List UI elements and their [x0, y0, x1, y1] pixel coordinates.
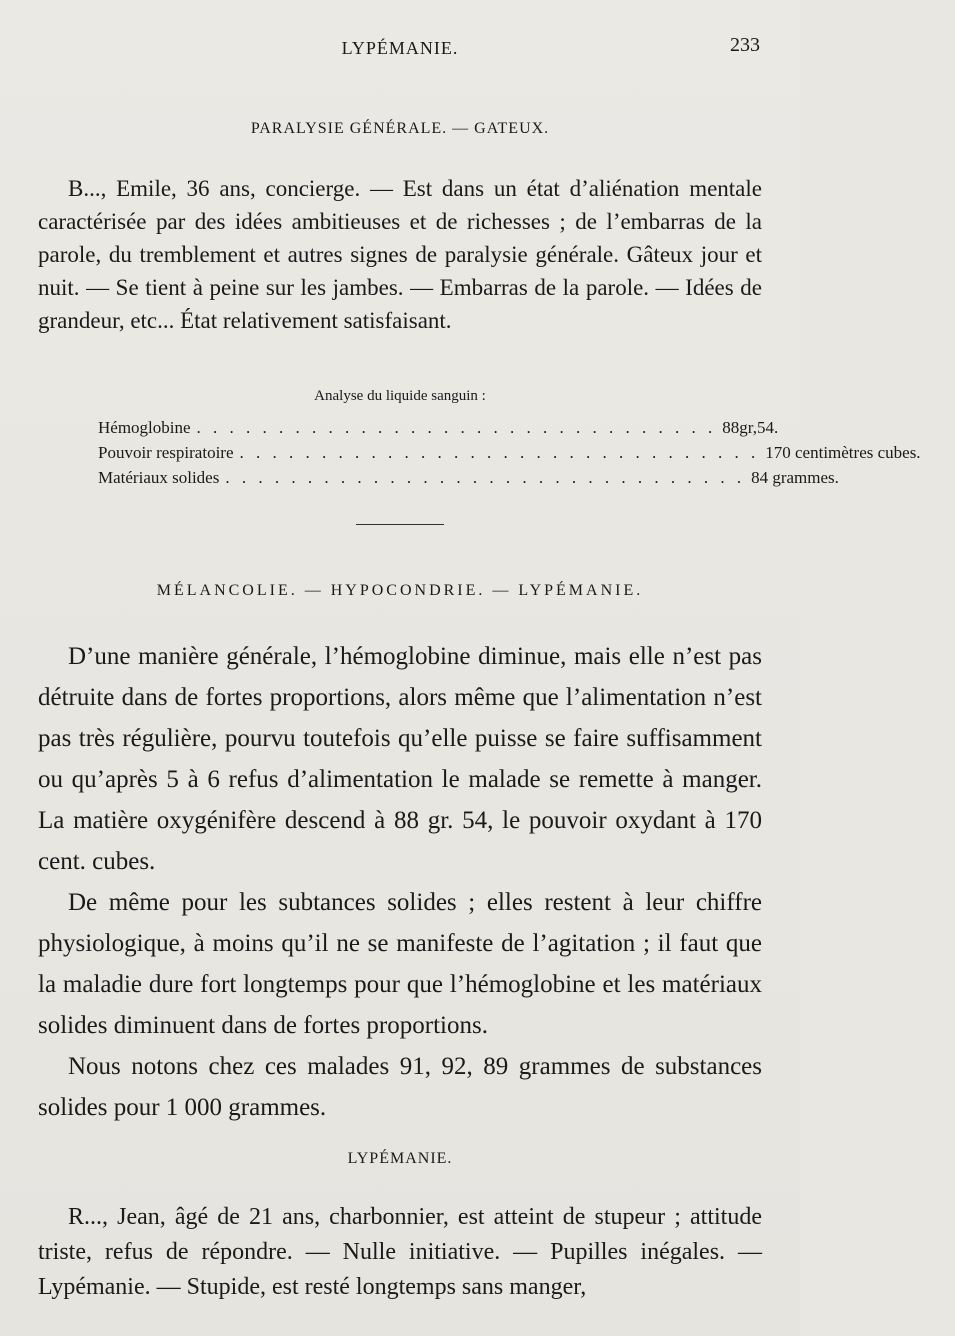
page-number: 233 [730, 34, 760, 56]
analysis-value: 170 centimètres cubes. [765, 443, 921, 462]
analysis-row-materiaux [98, 468, 839, 494]
analysis-value: 88gr,54. [722, 418, 779, 437]
case-paragraph-r: R..., Jean, âgé de 21 ans, charbonnier, est atteint de stupeur ; attitude triste, refus de répondre. — Nulle initiative. — Pupilles inégales. — Lypémanie. — Stupide, est resté longtemps sans manger, [38, 1204, 762, 1300]
section-title-paralysie: PARALYSIE GÉNÉRALE. — GATEUX. [250, 120, 550, 137]
section-title-melancolie: MÉLANCOLIE. — HYPOCONDRIE. — LYPÉMANIE. [156, 582, 644, 599]
paragraph-substances: De même pour les subtances solides ; elles restent à leur chiffre physiologique, à moins qu’il ne se manifeste de l’agitation ; il faut que la maladie dure fort longtemps pour que l’hémoglobine et les matériaux solides diminuent dans de fortes proportions. [38, 889, 762, 1039]
leader-dots: . . . . . . . . . . . . . . . . . . . . . . . . . . . . . . . . [196, 418, 717, 437]
running-title: LYPÉMANIE. [341, 38, 459, 58]
paragraph-notons: Nous notons chez ces malades 91, 92, 89 grammes de substances solides pour 1 000 grammes. [38, 1053, 762, 1121]
leader-dots: . . . . . . . . . . . . . . . . . . . . . . . . . . . . . . . . [225, 468, 746, 487]
analysis-label: Pouvoir respiratoire [98, 443, 234, 462]
analysis-value: 84 grammes. [751, 468, 839, 487]
section-divider [356, 524, 444, 525]
section-title-lypemanie: LYPÉMANIE. [347, 1150, 453, 1167]
leader-dots: . . . . . . . . . . . . . . . . . . . . . . . . . . . . . . . . [239, 443, 760, 462]
paragraph-hemoglobine: D’une manière générale, l’hémoglobine diminue, mais elle n’est pas détruite dans de fortes proportions, alors même que l’alimentation n’est pas très régulière, pourvu toutefois qu’elle puisse se faire suffisamment ou qu’après 5 à 6 refus d’alimentation le malade se remette à manger. La matière oxygénifère descend à 88 gr. 54, le pouvoir oxydant à 170 cent. cubes. [38, 643, 762, 875]
analysis-title: Analyse du liquide sanguin : [314, 388, 486, 404]
case-paragraph-b: B..., Emile, 36 ans, concierge. — Est dans un état d’aliénation mentale caractérisée par des idées ambitieuses et de richesses ; de l’embarras de la parole, du tremblement et autres signes de paralysie générale. Gâteux jour et nuit. — Se tient à peine sur les jambes. — Embarras de la parole. — Idées de grandeur, etc... État relativement satisfaisant. [38, 176, 762, 333]
analysis-row-pouvoir [98, 443, 921, 469]
analysis-label: Matériaux solides [98, 468, 220, 487]
analysis-row-hemoglobine [98, 418, 779, 444]
analysis-label: Hémoglobine [98, 418, 191, 437]
